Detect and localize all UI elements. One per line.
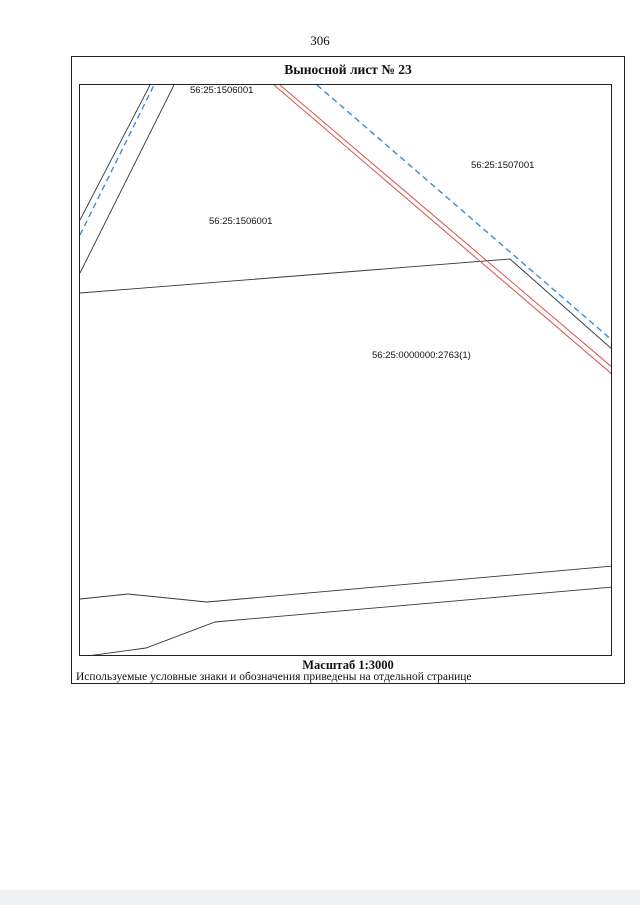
red-lines xyxy=(274,85,612,375)
parcel-label-center-left: 56:25:1506001 xyxy=(209,216,273,227)
map-area xyxy=(79,84,612,656)
dashed-boundary-right xyxy=(317,85,612,341)
scale-label: Масштаб 1:3000 xyxy=(302,658,394,672)
parcel-label-upper-right: 56:25:1507001 xyxy=(471,160,535,171)
red-line-2 xyxy=(280,85,612,368)
dashed-blue-boundaries xyxy=(80,85,612,341)
scan-bottom-edge xyxy=(0,890,640,905)
parcel-label-top-left: 56:25:1506001 xyxy=(190,85,254,96)
dashed-boundary-left xyxy=(80,85,154,235)
page-number: 306 xyxy=(310,33,330,48)
boundary-main-north xyxy=(80,259,612,350)
red-line-1 xyxy=(274,85,612,375)
sheet-title: Выносной лист № 23 xyxy=(284,62,412,77)
boundary-left-outer xyxy=(80,85,150,220)
parcel-label-main: 56:25:0000000:2763(1) xyxy=(372,350,471,361)
boundary-left-inner xyxy=(80,85,174,273)
legend-note: Используемые условные знаки и обозначения приведены на отдельной странице xyxy=(76,671,472,683)
road-north-edge xyxy=(80,566,612,602)
